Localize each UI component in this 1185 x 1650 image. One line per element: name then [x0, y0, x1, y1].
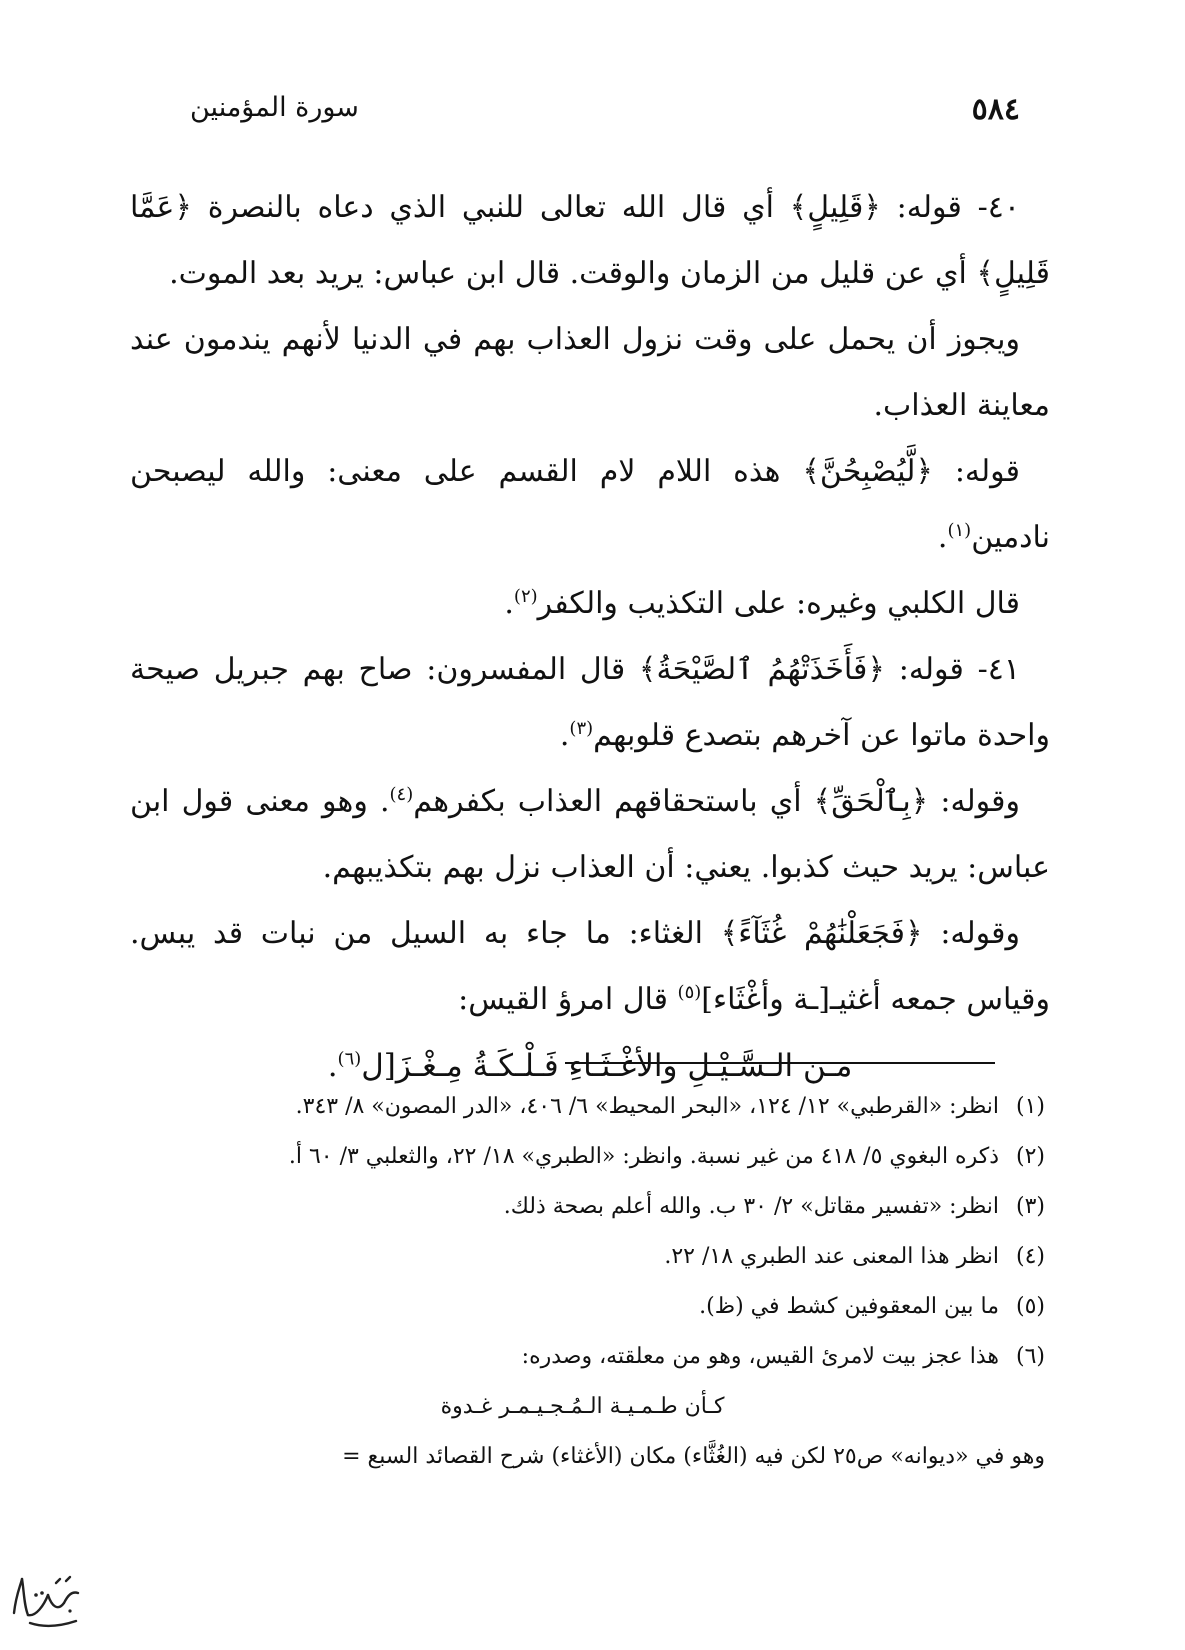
paragraph-text-tail: . وهو معنى قول ابن عباس: يريد حيث كذبوا. يعني: أن العذاب نزل بهم بتكذيبهم.: [130, 784, 1050, 885]
paragraph-text: وقوله: ﴿فَجَعَلْنَٰهُمْ غُثَآءً﴾ الغثاء: ما جاء به السيل من نبات قد يبس. وقياس جمعه أغثيـ[ـة وأغْثَاء]: [130, 916, 1050, 1017]
paragraph-text: وقوله: ﴿بِٱلْحَقِّ﴾ أي باستحقاقهم العذاب بكفرهم: [413, 784, 1021, 819]
paragraph-text: ٤١- قوله: ﴿فَأَخَذَتْهُمُ ٱلصَّيْحَةُ﴾ قال المفسرون: صاح بهم جبريل صيحة واحدة ماتوا عن آخرهم بتصدع قلوبهم: [130, 652, 1050, 753]
paragraph-ghutha: [130, 901, 1050, 1033]
paragraph-verse-41: ٤١- قوله: ﴿فَأَخَذَتْهُمُ ٱلصَّيْحَةُ﴾ قال المفسرون: صاح بهم جبريل صيحة واحدة ماتوا عن آخرهم بتصدع قلوبهم$^{(٣)}$.: [130, 652, 1050, 753]
poem-verse: مـن الـسَّـيْـلِ والأغْـثَـاءِ فَـلْـكَـةُ مِـغْـزَ[ل$^{(٦)}$.: [327, 1048, 853, 1084]
paragraph-punishment-time: [130, 307, 1050, 439]
verse-text: مـن الـسَّـيْـلِ والأغْـثَـاءِ فَـلْـكَـةُ مِـغْـزَ[ل: [361, 1048, 853, 1084]
footnote-separator: [565, 1062, 995, 1064]
footnote-ref-1[interactable]: (١): [947, 520, 972, 541]
paragraph-kalbi: قال الكلبي وغيره: على التكذيب والكفر$^{(٢)}$.: [504, 586, 1020, 621]
footnote-number: (١): [1015, 1094, 1045, 1119]
footnote-ref-6[interactable]: (٦): [337, 1048, 362, 1070]
paragraph-text: قوله: ﴿لَّيُصْبِحُنَّ﴾ هذه اللام لام القسم على معنى: والله ليصبحن نادمين: [130, 454, 1050, 555]
footnote-continuation: وهو في «ديوانه» ص٢٥ لكن فيه (الغُثَّاء) مكان (الأغثاء) شرح القصائد السبع =: [342, 1444, 1045, 1469]
paragraph-text: ويجوز أن يحمل على وقت نزول العذاب بهم في الدنيا لأنهم يندمون عند معاينة العذاب.: [130, 322, 1050, 423]
footnote-6: [130, 1332, 1045, 1382]
footnote-text: هذا عجز بيت لامرئ القيس، وهو من معلقته، وصدره:: [521, 1344, 999, 1369]
footnote-2: [130, 1132, 1045, 1182]
footnote-verse: كـأن طـمـيـة الـمُـجـيـمـر غـدوة: [440, 1394, 725, 1419]
paragraph-verse-40: [130, 175, 1050, 307]
paragraph-bil-haqq: [130, 769, 1050, 901]
footnote-4: [130, 1232, 1045, 1282]
footnote-number: (٤): [1015, 1244, 1045, 1269]
paragraph-oath-lam: قوله: ﴿لَّيُصْبِحُنَّ﴾ هذه اللام لام القسم على معنى: والله ليصبحن نادمين$^{(١)}$.: [130, 454, 1050, 555]
footnote-number: (٥): [1015, 1294, 1045, 1319]
footnote-3: [130, 1182, 1045, 1232]
footnote-text: انظر هذا المعنى عند الطبري ١٨/ ٢٢.: [664, 1244, 999, 1269]
footnote-ref-3[interactable]: (٣): [569, 718, 594, 739]
footnote-text: ما بين المعقوفين كشط في (ظ).: [699, 1294, 999, 1319]
paragraph-text: قال الكلبي وغيره: على التكذيب والكفر: [537, 586, 1020, 621]
footnote-text: ذكره البغوي ٥/ ٤١٨ من غير نسبة. وانظر: «الطبري» ١٨/ ٢٢، والثعلبي ٣/ ٦٠ أ.: [288, 1144, 999, 1169]
footnote-number: (٢): [1015, 1144, 1045, 1169]
footnote-1: [130, 1082, 1045, 1132]
footnote-number: (٦): [1015, 1344, 1045, 1369]
paragraph-text: ٤٠- قوله: ﴿قَلِيلٍ﴾ أي قال الله تعالى للنبي الذي دعاه بالنصرة ﴿عَمَّا قَلِيلٍ﴾ أي عن قليل من الزمان والوقت. قال ابن عباس: يريد بعد الموت.: [130, 190, 1050, 291]
main-text: [130, 175, 1050, 1099]
footnote-text: انظر: «تفسير مقاتل» ٢/ ٣٠ ب. والله أعلم بصحة ذلك.: [503, 1194, 999, 1219]
footnote-ref-4[interactable]: (٤): [389, 784, 414, 805]
page-number: ٥٨٤: [971, 92, 1020, 127]
footnote-5: [130, 1282, 1045, 1332]
footnote-text: انظر: «القرطبي» ١٢/ ١٢٤، «البحر المحيط» ٦/ ٤٠٦، «الدر المصون» ٨/ ٣٤٣.: [295, 1094, 999, 1119]
paragraph-text-tail: قال امرؤ القيس:: [458, 982, 678, 1017]
footnote-ref-2[interactable]: (٢): [513, 586, 538, 607]
running-title: سورة المؤمنين: [190, 92, 359, 123]
watermark-logo-icon: [6, 1565, 86, 1635]
footnote-ref-5[interactable]: (٥): [677, 982, 702, 1003]
footnotes: [130, 1082, 1045, 1482]
footnote-number: (٣): [1015, 1194, 1045, 1219]
